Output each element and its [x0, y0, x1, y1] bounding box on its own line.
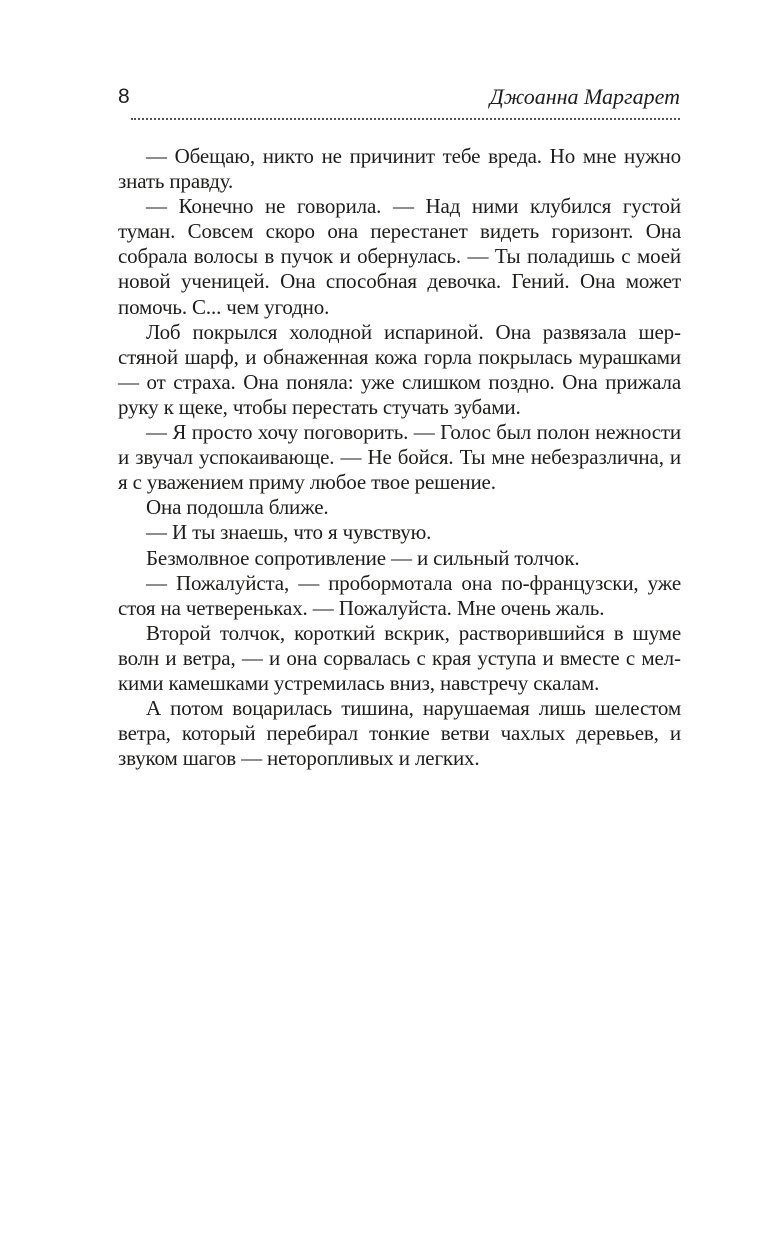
page-number: 8 — [118, 85, 130, 108]
paragraph: — Пожалуйста, — пробормотала она по-французски, уже стоя на четвереньках. — Пожалуйста. Мне очень жаль. — [118, 570, 681, 620]
header-dotted-rule — [131, 118, 680, 120]
paragraph: Безмолвное сопротивление — и сильный толчок. — [146, 545, 580, 570]
body-text — [118, 144, 681, 771]
paragraph: Второй толчок, короткий вскрик, растворившийся в шуме волн и ветра, — и она сорвалась с края уступа и вместе с мелкими камешками устремилась вниз, навстречу скалам. — [118, 620, 681, 695]
paragraph: Лоб покрылся холодной испариной. Она развязала шерстяной шарф, и обнаженная кожа горла покрылась мурашками — от страха. Она поняла: уже слишком поздно. Она прижала руку к щеке, чтобы перестать стучать зубами. — [118, 319, 681, 419]
paragraph: — Я просто хочу поговорить. — Голос был полон нежности и звучал успокаивающе. — Не бойся. Ты мне небезразлична, и я с уважением приму любое твое решение. — [118, 420, 681, 495]
paragraph: — И ты знаешь, что я чувствую. — [146, 520, 432, 545]
running-head-author: Джоанна Маргарет — [489, 84, 680, 109]
paragraph: — Конечно не говорила. — Над ними клубился густой туман. Совсем скоро она перестанет видеть горизонт. Она собрала волосы в пучок и обернулась. — Ты поладишь с моей новой ученицей. Она способная девочка. Гений. Она может помочь. С... чем угодно. — [118, 194, 681, 319]
paragraph: А потом воцарилась тишина, нарушаемая лишь шелестом ветра, который перебирал тонкие ветви чахлых деревьев, и звуком шагов — неторопливых и легких. — [118, 696, 681, 771]
paragraph: Она подошла ближе. — [146, 495, 329, 520]
paragraph: — Обещаю, никто не причинит тебе вреда. Но мне нужно знать правду. — [118, 144, 681, 194]
page-header — [118, 84, 680, 114]
